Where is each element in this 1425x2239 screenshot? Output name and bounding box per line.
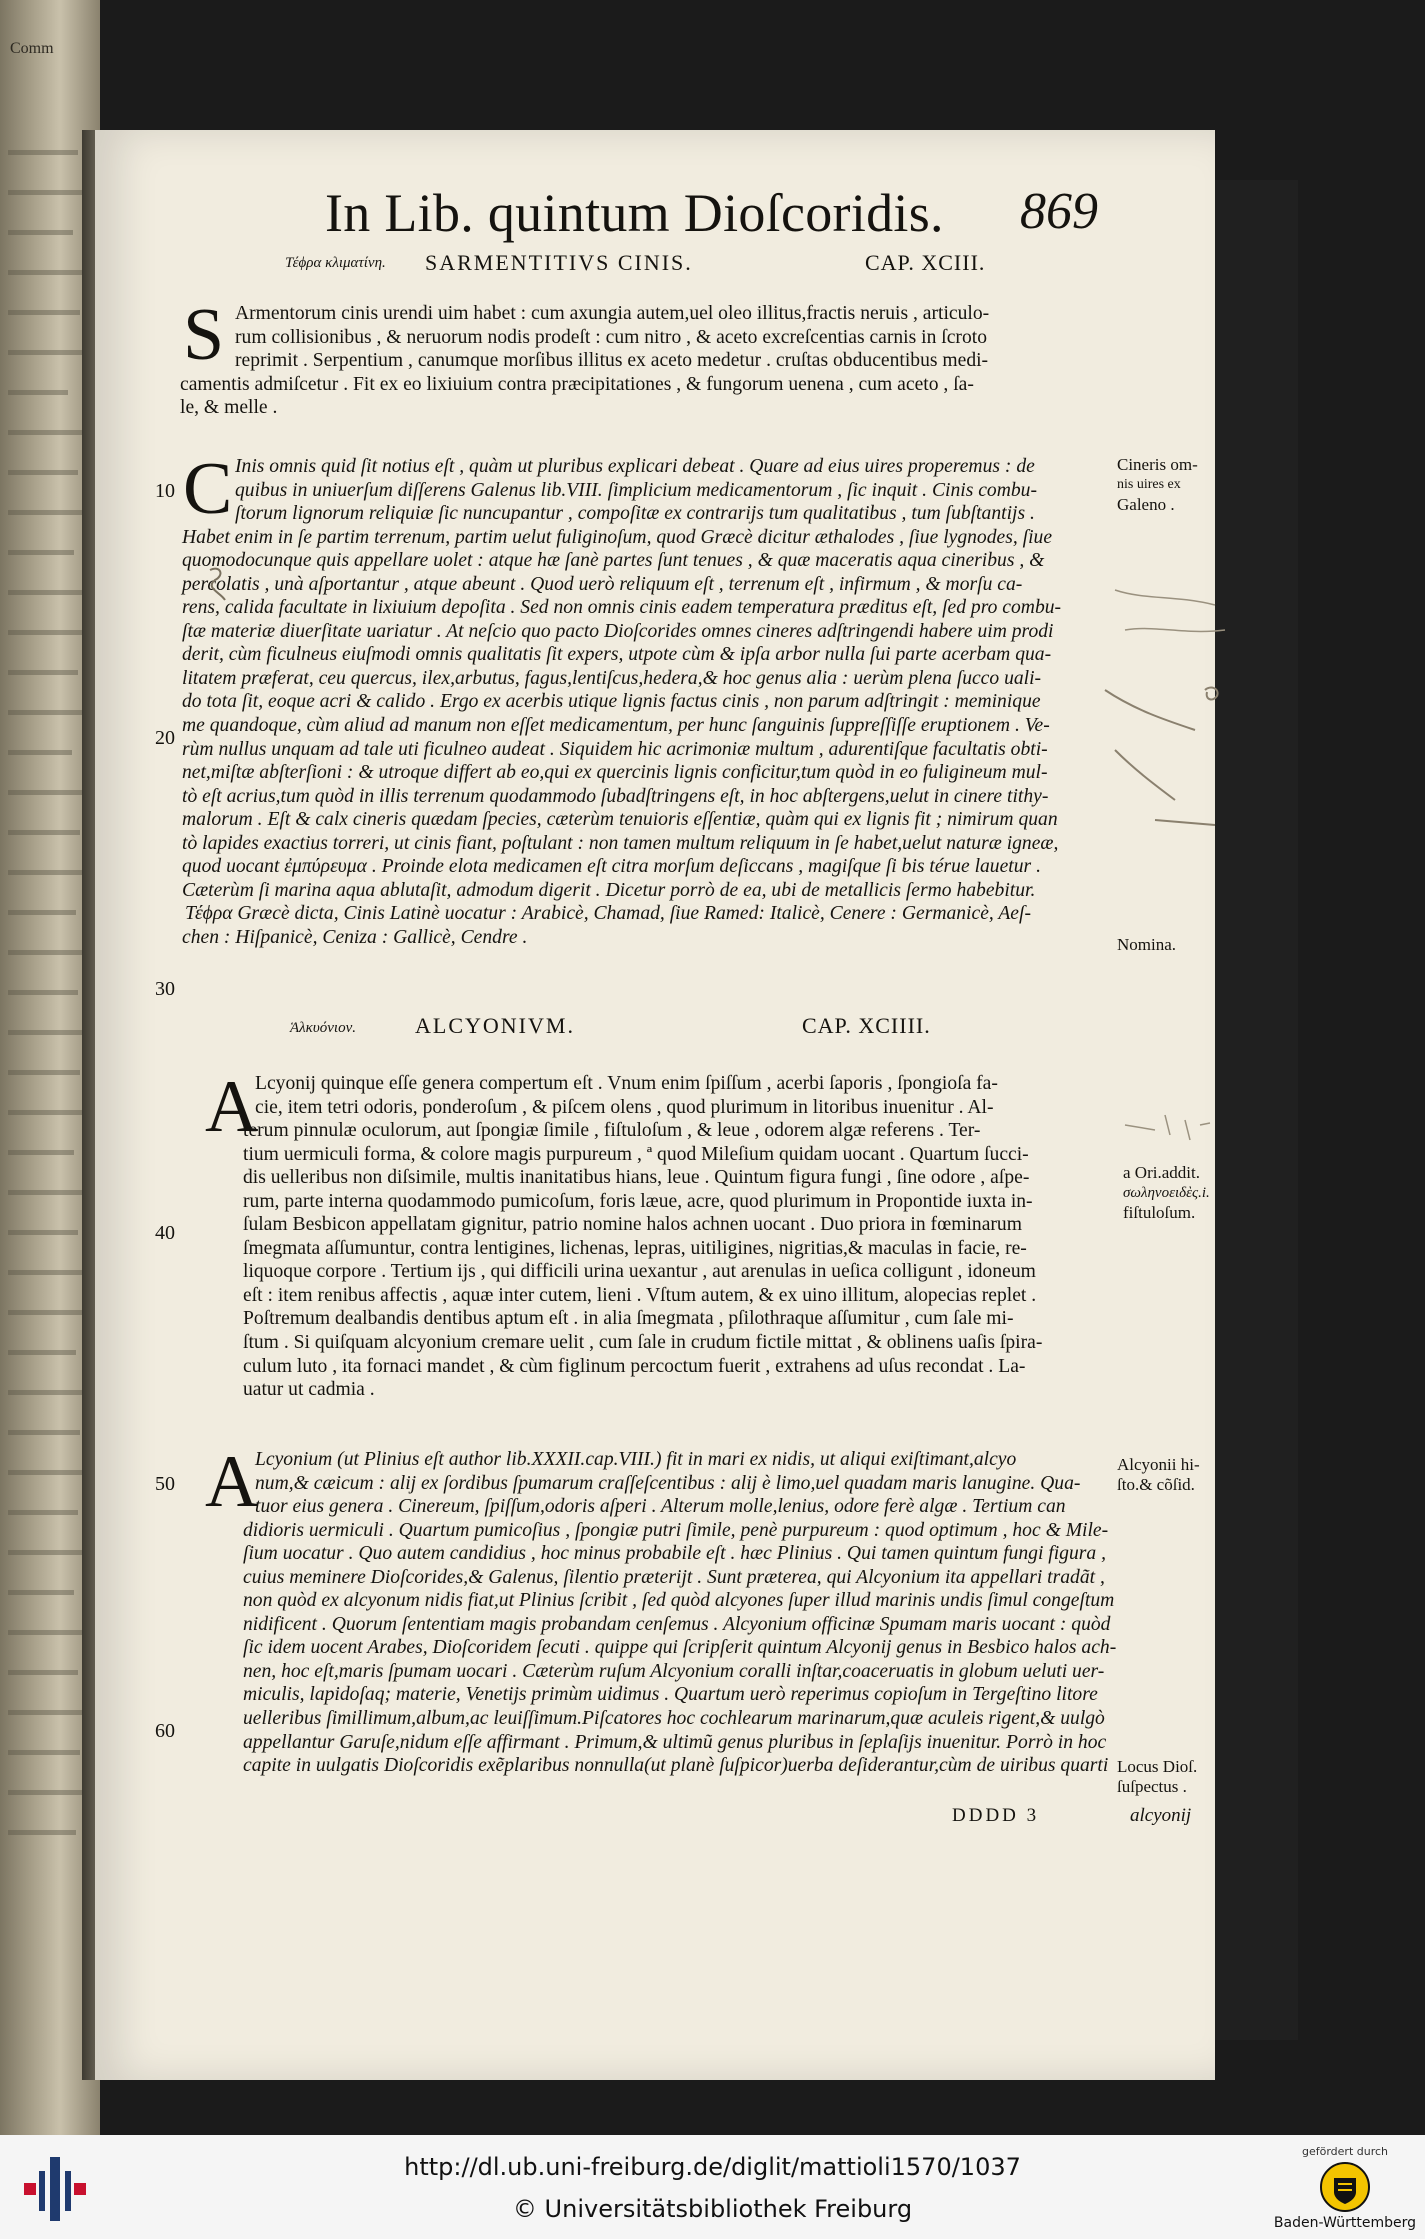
- text-line: tuor eius genera . Cinereum, ſpiſſum,odoris aſperi . Alterum molle,lenius, odore ferè algæ . Tertium can: [255, 1496, 1066, 1518]
- handwritten-mark: [1115, 1105, 1215, 1155]
- handwritten-mark: [195, 560, 235, 620]
- facing-text-line: [8, 270, 86, 275]
- side-note-line: Cineris om-: [1117, 455, 1198, 474]
- text-line: malorum . Eſt & calx cineris quædam ſpecies, cæterùm tenuioris eſſentiæ, quàm qui ex lignis fit ; nimirum quan: [182, 809, 1058, 831]
- text-line: dis uelleribus non diſsimile, multis inanitatibus hians, leue . Quintum figura fungi , ſine odore , aſpe-: [243, 1167, 1030, 1189]
- drop-capital: A: [205, 1066, 259, 1148]
- page-number: 869: [1020, 183, 1098, 240]
- text-line: reprimit . Serpentium , canumque morſibus illitus ex aceto medetur . cruſtas obducentibus medi-: [235, 350, 989, 372]
- facing-text-line: [8, 430, 83, 435]
- viewer-footer: [0, 2135, 1425, 2239]
- chapter-title: ALCYONIVM.: [415, 1013, 575, 1038]
- funder-badge: [1270, 2145, 1420, 2235]
- side-note-line: σωληνοειδὲς.i.: [1123, 1185, 1210, 1201]
- line-number: 20: [155, 727, 175, 749]
- facing-text-line: [8, 510, 90, 515]
- side-note-line: Galeno .: [1117, 495, 1175, 514]
- text-line: non quòd ex alcyonum nidis fiat,ut Plinius ſcribit , ſed quòd alcyones ſuper illud marinis undis ſimul congeſtum: [243, 1590, 1115, 1612]
- chapter-text: [243, 1072, 1215, 1402]
- copyright-notice: © Universitätsbibliothek Freiburg: [512, 2195, 913, 2223]
- line-number: 10: [155, 480, 175, 502]
- side-note-line: Nomina.: [1117, 935, 1177, 954]
- facing-text-line: [8, 1790, 86, 1795]
- text-line: liquoque corpore . Tertium ijs , qui difficili urina uexantur , aut arenulas in ueſica colligunt , idoneum: [243, 1261, 1036, 1283]
- text-line: Habet enim in ſe partim terrenum, partim uelut fuliginoſum, quod Græcè dicitur æthalodes , ſiue lygnodes, ſiue: [182, 526, 1053, 548]
- annotation-stroke: [1205, 688, 1218, 700]
- chapter-title: SARMENTITIVS CINIS.: [425, 250, 693, 275]
- facing-text-line: [8, 790, 88, 795]
- facing-text-line: [8, 1710, 88, 1715]
- drop-capital: S: [183, 294, 225, 376]
- signature-mark: DDDD 3: [952, 1805, 1040, 1826]
- text-line: ſic idem uocent Arabes, Dioſcoridem ſecuti . quippe qui ſcripſerit quintum Alcyonij genus in Besbico halos ach-: [243, 1637, 1117, 1659]
- drop-capital: A: [205, 1441, 259, 1523]
- text-line: didioris uermiculi . Quartum pumicoſius , ſpongiæ putri ſimile, penè purpureum : quod optimum , hoc & Mile-: [243, 1519, 1109, 1541]
- chapter-greek-heading: Ἁλκυόνιον.: [290, 1020, 356, 1036]
- text-line: ſtæ materiæ diuerſitate uariatur . At neſcio quo pacto Dioſcorides omnes cineres adſtringendi habere uim prodi: [182, 620, 1054, 642]
- facing-text-line: [8, 830, 80, 835]
- text-line: rum collisionibus , & neruorum nodis prodeſt : cum nitro , & aceto excreſcentias carnis in ſcroto: [235, 326, 987, 348]
- facing-text-line: [8, 1510, 78, 1515]
- chapter-number: CAP. XCIIII.: [802, 1013, 931, 1038]
- funder-name: Baden-Württemberg: [1273, 2215, 1417, 2231]
- facing-text-line: [8, 470, 78, 475]
- text-line: Inis omnis quid ſit notius eſt , quàm ut pluribus explicari debeat . Quare ad eius uires properemus : de: [235, 456, 1035, 477]
- running-head: In Lib. quintum Dioſcoridis.: [325, 183, 944, 243]
- chapter-greek-heading: Τέϕρα κλιματίνη.: [285, 255, 386, 271]
- annotation-stroke: [1115, 590, 1215, 605]
- facing-text-line: [8, 1390, 88, 1395]
- annotation-stroke: [1155, 820, 1215, 825]
- text-line: Lcyonij quinque eſſe genera compertum eſt . Vnum enim ſpiſſum , acerbi ſaporis , ſpongioſa fa-: [255, 1073, 998, 1094]
- text-line: cie, item tetri odoris, ponderoſum , & piſcem olens , quod plurimum in litoribus inuenitur . Al-: [255, 1096, 994, 1118]
- side-note-line: Locus Dioſ.: [1117, 1757, 1198, 1776]
- facing-text-line: [8, 590, 88, 595]
- line-number: 60: [155, 1720, 175, 1742]
- handwritten-annotations: [1095, 570, 1235, 910]
- facing-text-line: [8, 1030, 86, 1035]
- text-line: terum pinnulæ oculorum, aut ſpongiæ ſimile , fiſtuloſum , & leue , odorem algæ referens . Ter-: [243, 1120, 981, 1142]
- side-note-line: fiſtuloſum.: [1123, 1203, 1196, 1222]
- facing-text-line: [8, 630, 82, 635]
- text-line: capite in uulgatis Dioſcoridis exẽplaribus nonnulla(ut planè ſuſpicor)uerba deſiderantur,cùm de uiribus quarti: [243, 1755, 1109, 1777]
- facing-text-line: [8, 1470, 86, 1475]
- side-note-line: Alcyonii hi-: [1117, 1455, 1200, 1474]
- drop-capital: C: [183, 448, 233, 530]
- document-url[interactable]: http://dl.ub.uni-freiburg.de/diglit/mattioli1570/1037: [404, 2153, 1021, 2181]
- facing-text-line: [8, 150, 78, 155]
- facing-text-line: [8, 230, 73, 235]
- text-line: appellantur Garuſe,nidum eſſe affirmant . Primum,& ultimũ genus pluribus in ſeplaſijs inuenitur. Porrò in hoc: [243, 1731, 1107, 1753]
- facing-text-line: [8, 1550, 88, 1555]
- catchword: alcyonij: [1130, 1805, 1192, 1826]
- text-line: quod uocant ἐμπύρευμα . Proinde elota medicamen eſt citra morſum deſiccans , magiſque ſi bis térue lauetur .: [182, 856, 1041, 878]
- facing-text-line: [8, 1230, 78, 1235]
- facing-text-line: [8, 910, 76, 915]
- text-line: ſulam Besbicon appellatam gignitur, patrio nomine halos achnen uocant . Duo priora in fœminarum: [243, 1214, 1022, 1236]
- facing-page-fragment: Comm: [10, 40, 54, 57]
- side-note: [1117, 1757, 1197, 1797]
- chapter-number: CAP. XCIII.: [865, 250, 986, 275]
- facing-text-line: [8, 190, 88, 195]
- text-line: culum luto , ita fornaci mandet , & cùm figlinum percoctum fuerit , extrahens ad uſus recondat . La-: [243, 1355, 1026, 1377]
- facing-text-line: [8, 310, 80, 315]
- facing-text-line: [8, 1670, 78, 1675]
- text-line: Lcyonium (ut Plinius eſt author lib.XXXII.cap.VIII.) fit in mari ex nidis, ut aliqui exiſtimant,alcyo: [255, 1449, 1017, 1470]
- facing-text-line: [8, 550, 74, 555]
- text-line: ſtorum lignorum reliquiæ ſic nuncupantur , compoſitæ ex contrarijs tum qualitatibus , tum ſubſtantijs .: [235, 503, 1035, 525]
- facing-text-line: [8, 750, 72, 755]
- text-line: uelleribus ſimillimum,album,ac leuiſſimum.Piſcatores hoc cochlearum marinarum,quæ aculeis rigent,& uulgò: [243, 1708, 1105, 1730]
- text-line: rens, calida facultate in lixiuium depoſita . Sed non omnis cinis eadem temperatura præditus eſt, ſed pro combu-: [182, 597, 1062, 619]
- facing-text-line: [8, 1350, 76, 1355]
- side-note: [1123, 1163, 1210, 1223]
- facing-text-line: [8, 1310, 82, 1315]
- text-line: nen, hoc eſt,maris ſpumam uocari . Cæterùm ruſum Alcyonium coralli inſtar,coaceruatis in globum ueluti uer-: [243, 1660, 1105, 1682]
- text-line: num,& cæicum : alij ex ſordibus ſpumarum craſſeſcentibus : alij è limo,uel quadam maris lanugine. Qua-: [255, 1472, 1081, 1494]
- facing-text-line: [8, 1830, 76, 1835]
- facing-text-line: [8, 1750, 80, 1755]
- side-note-line: ſuſpectus .: [1117, 1777, 1187, 1796]
- text-line: uatur ut cadmia .: [243, 1379, 375, 1401]
- side-note-line: a Ori.addit.: [1123, 1163, 1200, 1182]
- facing-text-line: [8, 1430, 80, 1435]
- facing-text-line: [8, 710, 86, 715]
- text-line: ſtum . Si quiſquam alcyonium cremare uelit , cum ſale in crudum fictile mittat , & oblinens uaſis ſpira-: [243, 1332, 1043, 1354]
- text-line: eſt : item renibus affectis , aquæ inter cutem, lieni . Vſtum autem, & ex uino illitum, alopecias replet .: [243, 1284, 1037, 1306]
- text-line: rum, parte interna quodammodo pumicoſum, foris læue, acre, quod plurimum in Propontide iuxta in-: [243, 1190, 1033, 1212]
- side-note: [1117, 455, 1198, 515]
- annotation-stroke: [210, 569, 225, 600]
- side-note-line: ſto.& cõſid.: [1117, 1475, 1195, 1494]
- book-page: [95, 130, 1215, 2080]
- facing-text-line: [8, 670, 78, 675]
- annotation-stroke: [1115, 750, 1175, 800]
- line-number: 30: [155, 978, 175, 1000]
- text-line: le, & melle .: [180, 397, 278, 419]
- logo-square: [74, 2183, 86, 2195]
- commentary-text: [243, 1448, 1215, 1778]
- text-line: tò eſt acrius,tum quòd in illis terrenum quodammodo ſubadſtringens eſt, in hoc abſtergens,uelut in cinere tithy-: [182, 785, 1049, 807]
- text-line: percolatis , unà aſportantur , atque abeunt . Quod uerò reliquum eſt , terrenum eſt , infirmum , & morſu ca-: [182, 573, 1023, 595]
- text-line: tò lapides exactius torreri, ut cinis fiant, poſtulant : non tamen multum reliquum in ſe habet,uelut naturæ igneæ,: [182, 832, 1059, 854]
- text-line: quibus in uniuerſum diſſerens Galenus lib.VIII. ſimplicium medicamentorum , ſic inquit . Cinis combu-: [235, 479, 1037, 501]
- text-line: tium uermiculi forma, & colore magis purpureum , ª quod Mileſium quidam uocant . Quartum ſucci-: [243, 1143, 1029, 1165]
- seal-emblem: [1322, 2164, 1368, 2210]
- facing-text-line: [8, 870, 84, 875]
- text-line: do tota ſit, eoque acri & calido . Ergo ex acerbis utique lignis factus cinis , non parum adſtringit : meminique: [182, 691, 1041, 713]
- facing-text-line: [8, 1150, 74, 1155]
- text-line: cuius meminere Dioſcorides,& Galenus, ſilentio præterijt . Sunt præterea, qui Alcyonium ita appellari tradãt ,: [243, 1566, 1105, 1588]
- chapter-text: [180, 302, 1215, 420]
- facing-text-line: [8, 390, 68, 395]
- text-line: litatem præferat, ceu quercus, ilex,arbutus, fagus,lentiſcus,hedera,& hoc genus alia : uerùm plena ſucco uali-: [182, 667, 1042, 689]
- annotation-stroke: [1125, 629, 1225, 632]
- side-note: [1117, 1455, 1200, 1495]
- line-number: 50: [155, 1473, 175, 1495]
- facing-text-line: [8, 1630, 84, 1635]
- facing-text-line: [8, 1110, 88, 1115]
- baden-wuerttemberg-seal-icon: [1320, 2162, 1370, 2212]
- facing-text-line: [8, 990, 78, 995]
- text-line: me quandoque, cùm aliud ad manum non eſſet medicamentum, per hunc ſanguinis ſuppreſſiſſe eruptionem . Ve-: [182, 715, 1050, 737]
- text-line: ſmegmata aſſumuntur, contra lentigines, lichenas, lepras, uitiligines, nigritias,& maculas in facie, re-: [243, 1237, 1027, 1259]
- facing-text-line: [8, 1590, 74, 1595]
- text-line: nidificent . Quorum ſententiam magis probandam cenſemus . Alcyonium officinæ Spumam maris uocant : quòd: [243, 1613, 1111, 1635]
- text-line: miculis, lapidoſaq; materie, Venetijs primùm uidimus . Quartum uerò reperimus copioſum in Tergeſtino litore: [243, 1684, 1098, 1706]
- side-note: [1117, 935, 1176, 955]
- facing-text-line: [8, 1270, 88, 1275]
- text-line: quomodocunque quis appellare uolet : atque hæ ſanè partes ſunt tenues , & quæ maceratis aqua cineribus , &: [182, 550, 1045, 572]
- facing-text-line: [8, 1190, 86, 1195]
- funder-label: gefördert durch: [1301, 2145, 1389, 2158]
- text-line: camentis admiſcetur . Fit ex eo lixiuium contra præcipitationes , & fungorum uenena , cum aceto , ſa-: [180, 373, 974, 395]
- text-line: Poſtremum dealbandis dentibus aptum eſt . in alia ſmegmata , pſilothraque aſſumitur , cum ſale mi-: [243, 1308, 1014, 1330]
- side-note-line: nis uires ex: [1117, 477, 1181, 492]
- facing-text-line: [8, 350, 88, 355]
- text-line: Cæterùm ſi marina aqua ablutaſit, admodum digerit . Dicetur porrò de ea, ubi de metallicis ſermo habebitur.: [182, 879, 1036, 901]
- text-line: rùm nullus unquam ad tale uti ficulneo audeat . Siquidem hic acrimoniæ multum , adurentiſque facultatis obti-: [182, 738, 1048, 760]
- text-line: Τέϕρα Græcè dicta, Cinis Latinè uocatur : Arabicè, Chamad, ſiue Ramed: Italicè, Cenere : Germanicè, Aeſ-: [185, 903, 1031, 925]
- text-line: chen : Hiſpanicè, Ceniza : Gallicè, Cendre .: [182, 926, 528, 948]
- commentary-text: [182, 455, 1215, 949]
- logo-square: [24, 2183, 36, 2195]
- text-line: Armentorum cinis urendi uim habet : cum axungia autem,uel oleo illitus,fractis neruis , articulo-: [235, 303, 990, 324]
- line-number: 40: [155, 1222, 175, 1244]
- annotation-stroke: [1125, 1115, 1210, 1140]
- facing-text-line: [8, 1070, 80, 1075]
- facing-text-line: [8, 950, 88, 955]
- text-line: net,miſtæ abſterſioni : & utroque differt ab eo,qui ex quercinis lignis conficitur,tum quòd in eo fuligineum mul-: [182, 762, 1048, 784]
- text-line: ſium uocatur . Quo autem candidius , hoc minus probabile eſt . hæc Plinius . Qui tamen quintum fungi figura ,: [243, 1543, 1106, 1565]
- annotation-stroke: [1105, 690, 1195, 730]
- text-line: derit, cùm ficulneus eiuſmodi omnis qualitatis ſit expers, utpote cùm & ipſa arbor nulla ſui parte acerbam qua-: [182, 644, 1052, 666]
